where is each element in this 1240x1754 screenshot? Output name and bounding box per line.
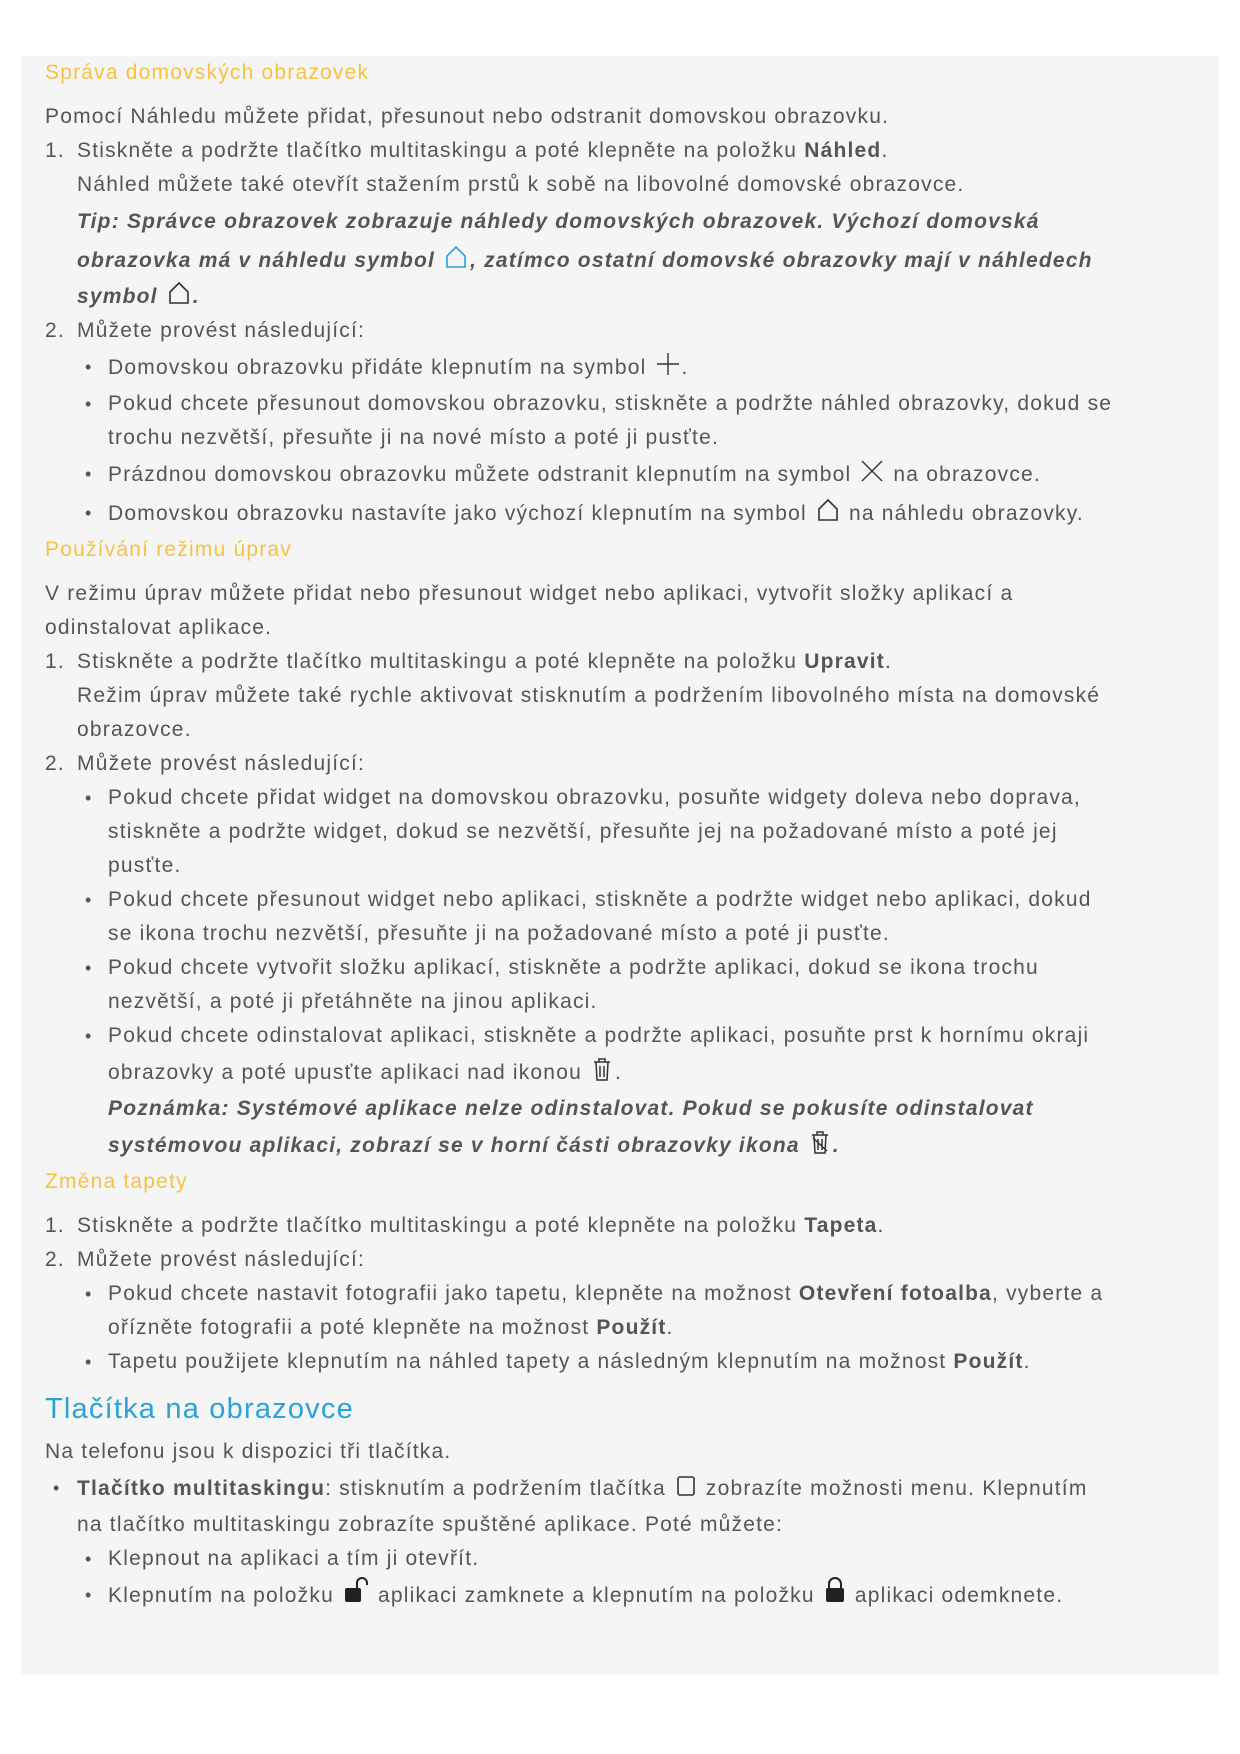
paragraph: obrazovce.: [77, 718, 192, 741]
tip-text: obrazovka má v náhledu symbol , zatímco ostatní domovské obrazovky mají v náhledech: [45, 241, 1205, 280]
bullet-item-continuation: trochu nezvětší, přesuňte ji na nové místo a poté ji pusťte.: [108, 426, 720, 449]
paragraph: Pomocí Náhledu můžete přidat, přesunout nebo odstranit domovskou obrazovku.: [45, 105, 890, 128]
unlock-icon: [343, 1576, 369, 1617]
tip-text: Tip: Správce obrazovek zobrazuje náhledy domovských obrazovek. Výchozí domovská: [77, 210, 1040, 233]
bullet-item-continuation: nezvětší, a poté ji přetáhněte na jinou aplikaci.: [108, 990, 598, 1013]
bullet-item: • Tlačítko multitaskingu: stisknutím a podržením tlačítka zobrazíte možnosti menu. Klepnutím: [45, 1469, 1205, 1508]
note-text: Poznámka: Systémové aplikace nelze odinstalovat. Pokud se pokusíte odinstalovat: [108, 1097, 1034, 1120]
home-icon: [816, 496, 840, 535]
bullet-item: • Tapetu použijete klepnutím na náhled tapety a následným klepnutím na možnost Použít.: [85, 1350, 1031, 1373]
plus-icon: [656, 350, 680, 389]
list-item: 2. Můžete provést následující:: [45, 1248, 366, 1271]
close-icon: [860, 457, 884, 496]
list-number: 1.: [45, 139, 65, 162]
paragraph: odinstalovat aplikace.: [45, 616, 273, 639]
trash-icon: [591, 1055, 613, 1094]
trash-disabled-icon: [809, 1128, 831, 1167]
list-item: 2. Můžete provést následující:: [45, 752, 366, 775]
paragraph: Režim úprav můžete také rychle aktivovat stisknutím a podržením libovolného místa na domovské: [77, 684, 1101, 707]
document-content: [45, 56, 1205, 1615]
paragraph: Na telefonu jsou k dispozici tři tlačítka.: [45, 1440, 452, 1463]
bullet-item: • Pokud chcete odinstalovat aplikaci, stiskněte a podržte aplikaci, posuňte prst k hornímu okraji: [85, 1024, 1090, 1047]
list-item: 1. Stiskněte a podržte tlačítko multitaskingu a poté klepněte na položku Náhled.: [45, 134, 1205, 168]
list-item: 2. Můžete provést následující:: [45, 319, 366, 342]
bullet-item: • Pokud chcete nastavit fotografii jako tapetu, klepněte na možnost Otevření fotoalba, vyberte a: [85, 1282, 1104, 1305]
bullet-item: • Pokud chcete přesunout widget nebo aplikaci, stiskněte a podržte widget nebo aplikaci, dokud: [85, 888, 1092, 911]
home-icon: [167, 281, 191, 316]
bullet-item-continuation: na tlačítko multitaskingu zobrazíte spuštěné aplikace. Poté můžete:: [77, 1513, 784, 1536]
bullet-item-continuation: ořízněte fotografii a poté klepněte na možnost Použít.: [108, 1316, 674, 1339]
bullet-item-continuation: pusťte.: [108, 854, 182, 877]
bullet-item-continuation: obrazovky a poté upusťte aplikaci nad ikonou .: [45, 1053, 1205, 1092]
bullet-item: • Domovskou obrazovku přidáte klepnutím na symbol .: [45, 348, 1205, 387]
list-item: 1. Stiskněte a podržte tlačítko multitaskingu a poté klepněte na položku Upravit.: [45, 650, 893, 673]
paragraph: Náhled můžete také otevřít stažením prstů k sobě na libovolné domovské obrazovce.: [77, 173, 965, 196]
note-text: systémovou aplikaci, zobrazí se v horní části obrazovky ikona .: [45, 1126, 1205, 1165]
bullet-item: • Pokud chcete vytvořit složku aplikací, stiskněte a podržte aplikaci, dokud se ikona trochu: [85, 956, 1039, 979]
home-blue-icon: [444, 243, 468, 282]
multitasking-square-icon: [675, 1471, 697, 1510]
tip-text: symbol .: [45, 280, 1205, 314]
bullet-item-continuation: se ikona trochu nezvětší, přesuňte ji na požadované místo a poté ji pusťte.: [108, 922, 890, 945]
bullet-item: • Klepnout na aplikaci a tím ji otevřít.: [85, 1547, 480, 1570]
section-title-edit-mode: Používání režimu úprav: [45, 538, 293, 561]
paragraph: V režimu úprav můžete přidat nebo přesunout widget nebo aplikaci, vytvořit složky aplikací a: [45, 582, 1014, 605]
bullet-item: • Domovskou obrazovku nastavíte jako výchozí klepnutím na symbol na náhledu obrazovky.: [45, 494, 1205, 533]
bullet-item: • Pokud chcete přidat widget na domovskou obrazovku, posuňte widgety doleva nebo doprava,: [85, 786, 1081, 809]
bullet-item: • Klepnutím na položku aplikaci zamknete a klepnutím na položku aplikaci odemknete.: [45, 1576, 1205, 1615]
bullet-item: • Pokud chcete přesunout domovskou obrazovku, stiskněte a podržte náhled obrazovky, dokud se: [85, 392, 1113, 415]
section-title-home-screens: Správa domovských obrazovek: [45, 61, 370, 84]
section-title-wallpaper: Změna tapety: [45, 1170, 188, 1193]
lock-icon: [824, 1576, 846, 1617]
section-title-onscreen-buttons: Tlačítka na obrazovce: [45, 1393, 354, 1425]
bullet-item-continuation: stiskněte a podržte widget, dokud se nezvětší, přesuňte jej na požadované místo a poté jej: [108, 820, 1058, 843]
bullet-item: • Prázdnou domovskou obrazovku můžete odstranit klepnutím na symbol na obrazovce.: [45, 455, 1205, 494]
list-item: 1. Stiskněte a podržte tlačítko multitaskingu a poté klepněte na položku Tapeta.: [45, 1214, 885, 1237]
